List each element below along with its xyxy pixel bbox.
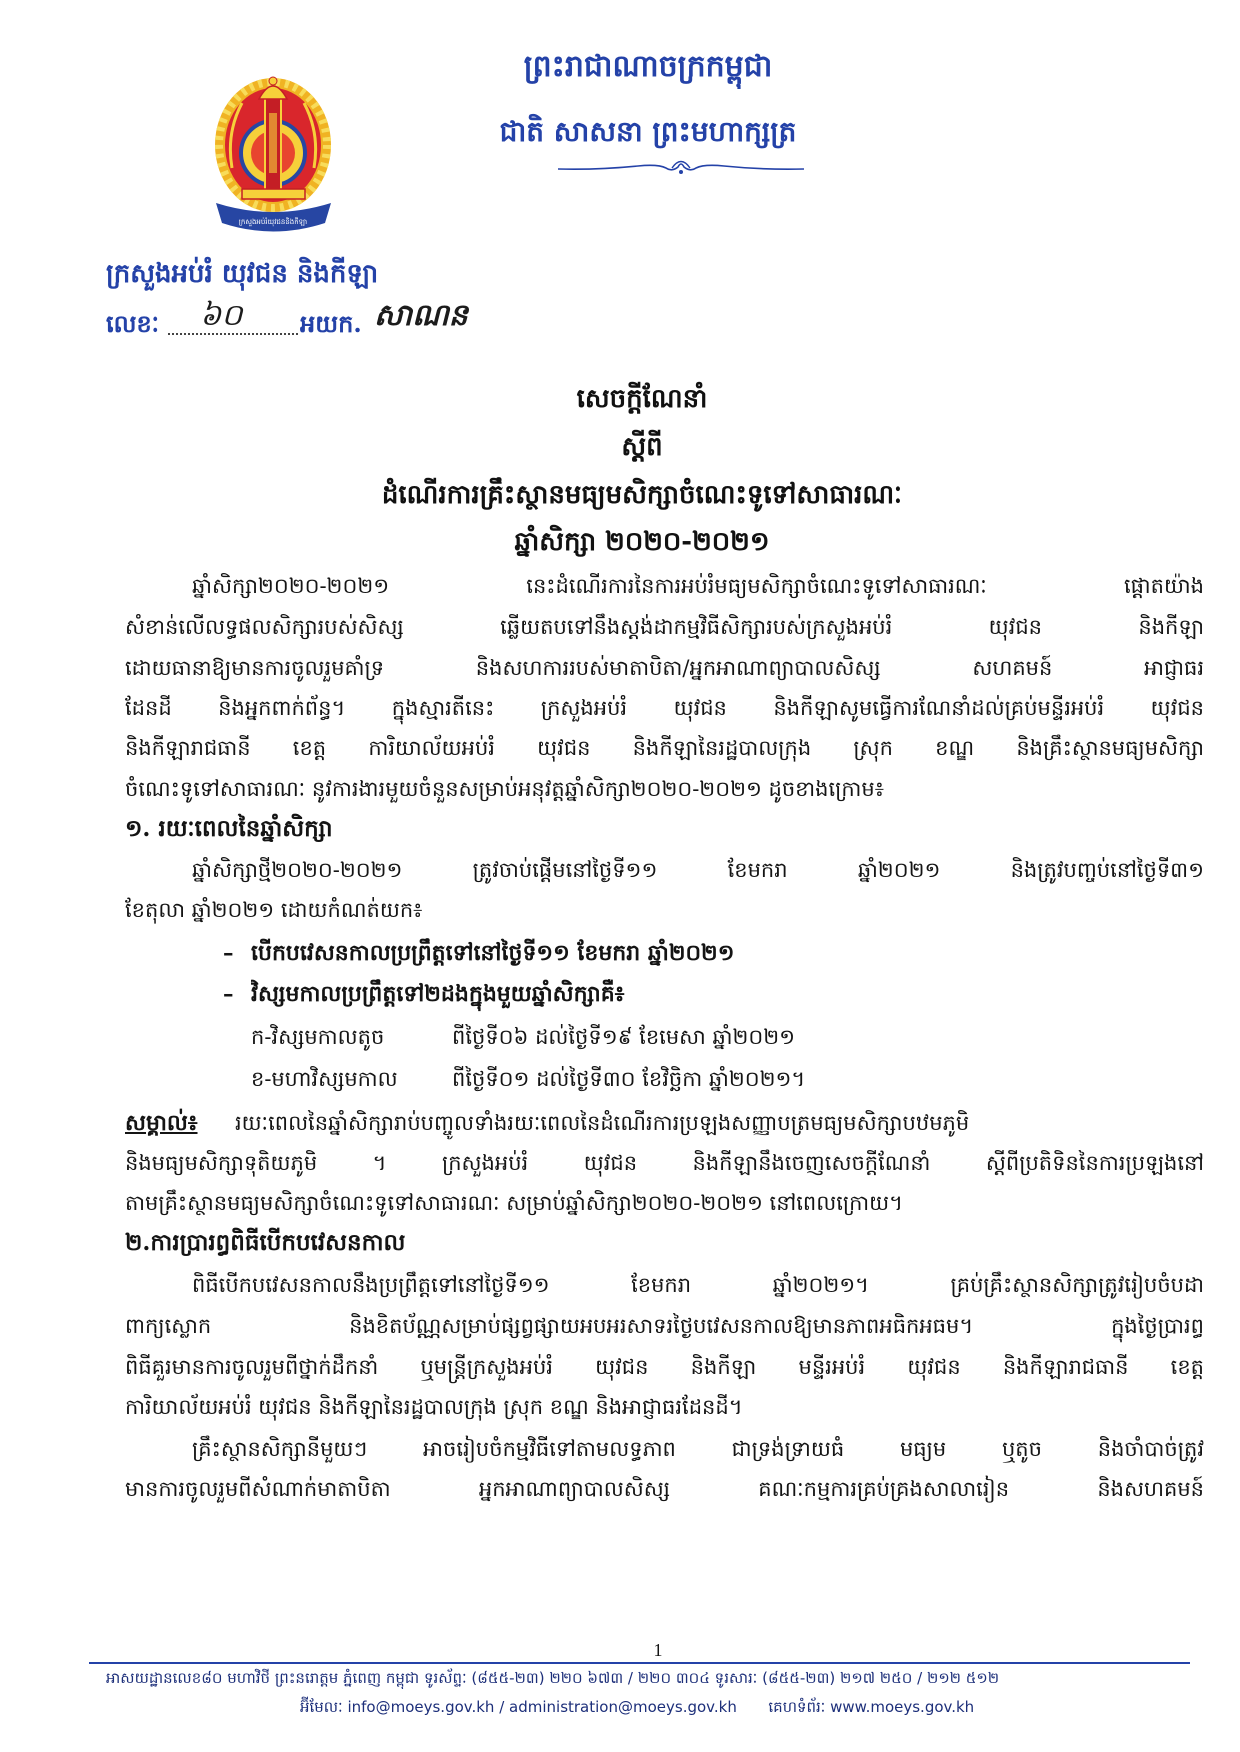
- page-number: 1: [653, 1640, 663, 1660]
- note-line: និងមធ្យមសិក្សាទុតិយភូមិ ។ ក្រសួងអប់រំ យុវជន និងកីឡានឹងចេញសេចក្តីណែនាំ ស្តីពីប្រតិទិននៃការប្រឡងនៅ: [125, 1151, 1204, 1175]
- note-label: សម្គាល់៖: [125, 1110, 198, 1136]
- paragraph-line: ដោយធានាឱ្យមានការចូលរួមគាំទ្រ និងសហការរបស់មាតាបិតា/អ្នកអាណាព្យាបាលសិស្ស សហគមន៍ អាជ្ញាធរ: [125, 656, 1204, 680]
- vacation-dates: ពីថ្ងៃទី០១ ដល់ថ្ងៃទី៣០ ខែវិច្ឆិកា ឆ្នាំ២០២១។: [452, 1067, 806, 1091]
- paragraph-line: ការិយាល័យអប់រំ យុវជន និងកីឡានៃរដ្ឋបាលក្រុង ស្រុក ខណ្ឌ និងអាជ្ញាធរដែនដី។: [125, 1395, 743, 1419]
- website-label: គេហទំព័រៈ: [768, 1698, 826, 1716]
- bullet-marker: –: [223, 981, 234, 1006]
- bullet-item: វិស្សមកាលប្រព្រឹត្តទៅ២ដងក្នុងមួយឆ្នាំសិក្សាគឺ៖: [251, 981, 625, 1007]
- document-school-year: ឆ្នាំសិក្សា ២០២០-២០២១: [514, 527, 770, 557]
- section-heading: ១. រយៈពេលនៃឆ្នាំសិក្សា: [125, 815, 333, 842]
- document-title-about: ស្តីពី: [621, 432, 663, 462]
- section-heading: ២.ការប្រារព្ធពិធីបើកបវេសនកាល: [125, 1229, 406, 1256]
- kingdom-title: ព្រះរាជាណាចក្រកម្ពុជា: [523, 49, 773, 84]
- paragraph-line: ពាក្យស្លោក និងខិតប័ណ្ណសម្រាប់ផ្សព្វផ្សាយអបអរសាទរថ្ងៃបវេសនកាលឱ្យមានភាពអធិកអធម។ ក្នុងថ្ងៃប្រារព្ធ: [125, 1314, 1204, 1338]
- paragraph-line: ឆ្នាំសិក្សាថ្មី២០២០-២០២១ ត្រូវចាប់ផ្តើមនៅថ្ងៃទី១១ ខែមករា ឆ្នាំ២០២១ និងត្រូវបញ្ចប់នៅថ្ងៃទី៣១: [192, 858, 1204, 882]
- note-line: រយៈពេលនៃឆ្នាំសិក្សារាប់បញ្ចូលទាំងរយៈពេលនៃដំណើរការប្រឡងសញ្ញាបត្រមធ្យមសិក្សាបឋមភូមិ: [235, 1111, 970, 1135]
- paragraph-line: គ្រឹះស្ថានសិក្សានីមួយៗ អាចរៀបចំកម្មវិធីទៅតាមលទ្ធភាព ជាទ្រង់ទ្រាយធំ មធ្យម ឬតូច និងចាំបាច់ត្រូវ: [192, 1437, 1204, 1461]
- footer-address: អាសយដ្ឋានលេខ៨០ មហាវិថី ព្រះនរោត្តម ភ្នំពេញ កម្ពុជា ទូរស័ព្ទៈ (៨៥៥-២៣) ២២០ ៦៧៣ / ២២០ ៣០៤ ទូរសារៈ (៨៥៥-២៣) ២១៧ ២៥០ / ២១២ ៥១២: [106, 1669, 1000, 1687]
- paragraph-line: សំខាន់លើលទ្ធផលសិក្សារបស់សិស្ស ឆ្លើយតបទៅនឹងស្តង់ដាកម្មវិធីសិក្សារបស់ក្រសួងអប់រំ យុវជន និងកីឡា: [125, 615, 1204, 639]
- national-motto: ជាតិ សាសនា ព្រះមហាក្សត្រ: [499, 115, 797, 148]
- paragraph-line: ដែនដី និងអ្នកពាក់ព័ន្ធ។ ក្នុងស្មារតីនេះ ក្រសួងអប់រំ យុវជន និងកីឡាសូមធ្វើការណែនាំដល់គ្រប់មន្ទីរអប់រំ យុវជន: [125, 696, 1204, 720]
- paragraph-line: ឆ្នាំសិក្សា២០២០-២០២១ នេះដំណើរការនៃការអប់រំមធ្យមសិក្សាចំណេះទូទៅសាធារណៈ ផ្តោតយ៉ាង: [192, 574, 1204, 598]
- website-url: www.moeys.gov.kh: [830, 1698, 975, 1716]
- reference-label: លេខៈ: [106, 309, 160, 338]
- ministry-name: ក្រសួងអប់រំ យុវជន និងកីឡា: [106, 259, 379, 289]
- reference-number-handwritten: ៦០: [200, 298, 243, 333]
- reference-suffix-handwritten: សាណន: [374, 298, 468, 333]
- paragraph-line: ពិធីបើកបវេសនកាលនឹងប្រព្រឹត្តទៅនៅថ្ងៃទី១១ ខែមករា ឆ្នាំ២០២១។ គ្រប់គ្រឹះស្ថានសិក្សាត្រូវរៀបចំបដា: [192, 1273, 1204, 1297]
- paragraph-line: ចំណេះទូទៅសាធារណៈ នូវការងារមួយចំនួនសម្រាប់អនុវត្តឆ្នាំសិក្សា២០២០-២០២១ ដូចខាងក្រោម៖: [125, 777, 884, 801]
- paragraph-line: និងកីឡារាជធានី ខេត្ត ការិយាល័យអប់រំ យុវជន និងកីឡានៃរដ្ឋបាលក្រុង ស្រុក ខណ្ឌ និងគ្រឹះស្ថានមធ្យមសិក្សា: [125, 736, 1204, 760]
- document-title: សេចក្តីណែនាំ: [576, 384, 708, 414]
- paragraph-line: មានការចូលរួមពីសំណាក់មាតាបិតា អ្នកអាណាព្យាបាលសិស្ស គណៈកម្មការគ្រប់គ្រងសាលារៀន និងសហគមន៍: [125, 1477, 1204, 1501]
- document-subject: ដំណើរការគ្រឹះស្ថានមធ្យមសិក្សាចំណេះទូទៅសាធារណៈ: [381, 480, 903, 510]
- bullet-item: បើកបវេសនកាលប្រព្រឹត្តទៅនៅថ្ងៃទី១១ ខែមករា ឆ្នាំ២០២១: [251, 940, 735, 966]
- vacation-label: ខ-មហាវិស្សមកាល: [251, 1067, 398, 1091]
- vacation-label: ក-វិស្សមកាលតូច: [251, 1025, 385, 1049]
- paragraph-line: ពិធីគួរមានការចូលរួមពីថ្នាក់ដឹកនាំ ឬមន្ត្រីក្រសួងអប់រំ យុវជន និងកីឡា មន្ទីរអប់រំ យុវជន និងកីឡារាជធានី ខេត្ត: [125, 1355, 1204, 1379]
- emblem-ribbon-text: ក្រសួងអប់រំយុវជននិងកីឡា: [238, 218, 308, 226]
- email-label: អ៊ីមែលៈ: [300, 1698, 343, 1716]
- paragraph-line: ខែតុលា ឆ្នាំ២០២១ ដោយកំណត់យក៖: [125, 898, 423, 922]
- vacation-dates: ពីថ្ងៃទី០៦ ដល់ថ្ងៃទី១៩ ខែមេសា ឆ្នាំ២០២១: [452, 1025, 796, 1049]
- footer-divider: [89, 1662, 1190, 1664]
- ministry-emblem-logo: [212, 73, 335, 240]
- bullet-marker: –: [223, 940, 234, 965]
- footer-contact-line: [300, 1696, 980, 1718]
- note-line: តាមគ្រឹះស្ថានមធ្យមសិក្សាចំណេះទូទៅសាធារណៈ សម្រាប់ឆ្នាំសិក្សា២០២០-២០២១ នៅពេលក្រោយ។: [125, 1191, 903, 1215]
- decorative-flourish: [558, 155, 804, 177]
- reference-code: អយក.: [300, 309, 362, 338]
- email-addresses: info@moeys.gov.kh / administration@moeys.gov.kh: [347, 1698, 737, 1716]
